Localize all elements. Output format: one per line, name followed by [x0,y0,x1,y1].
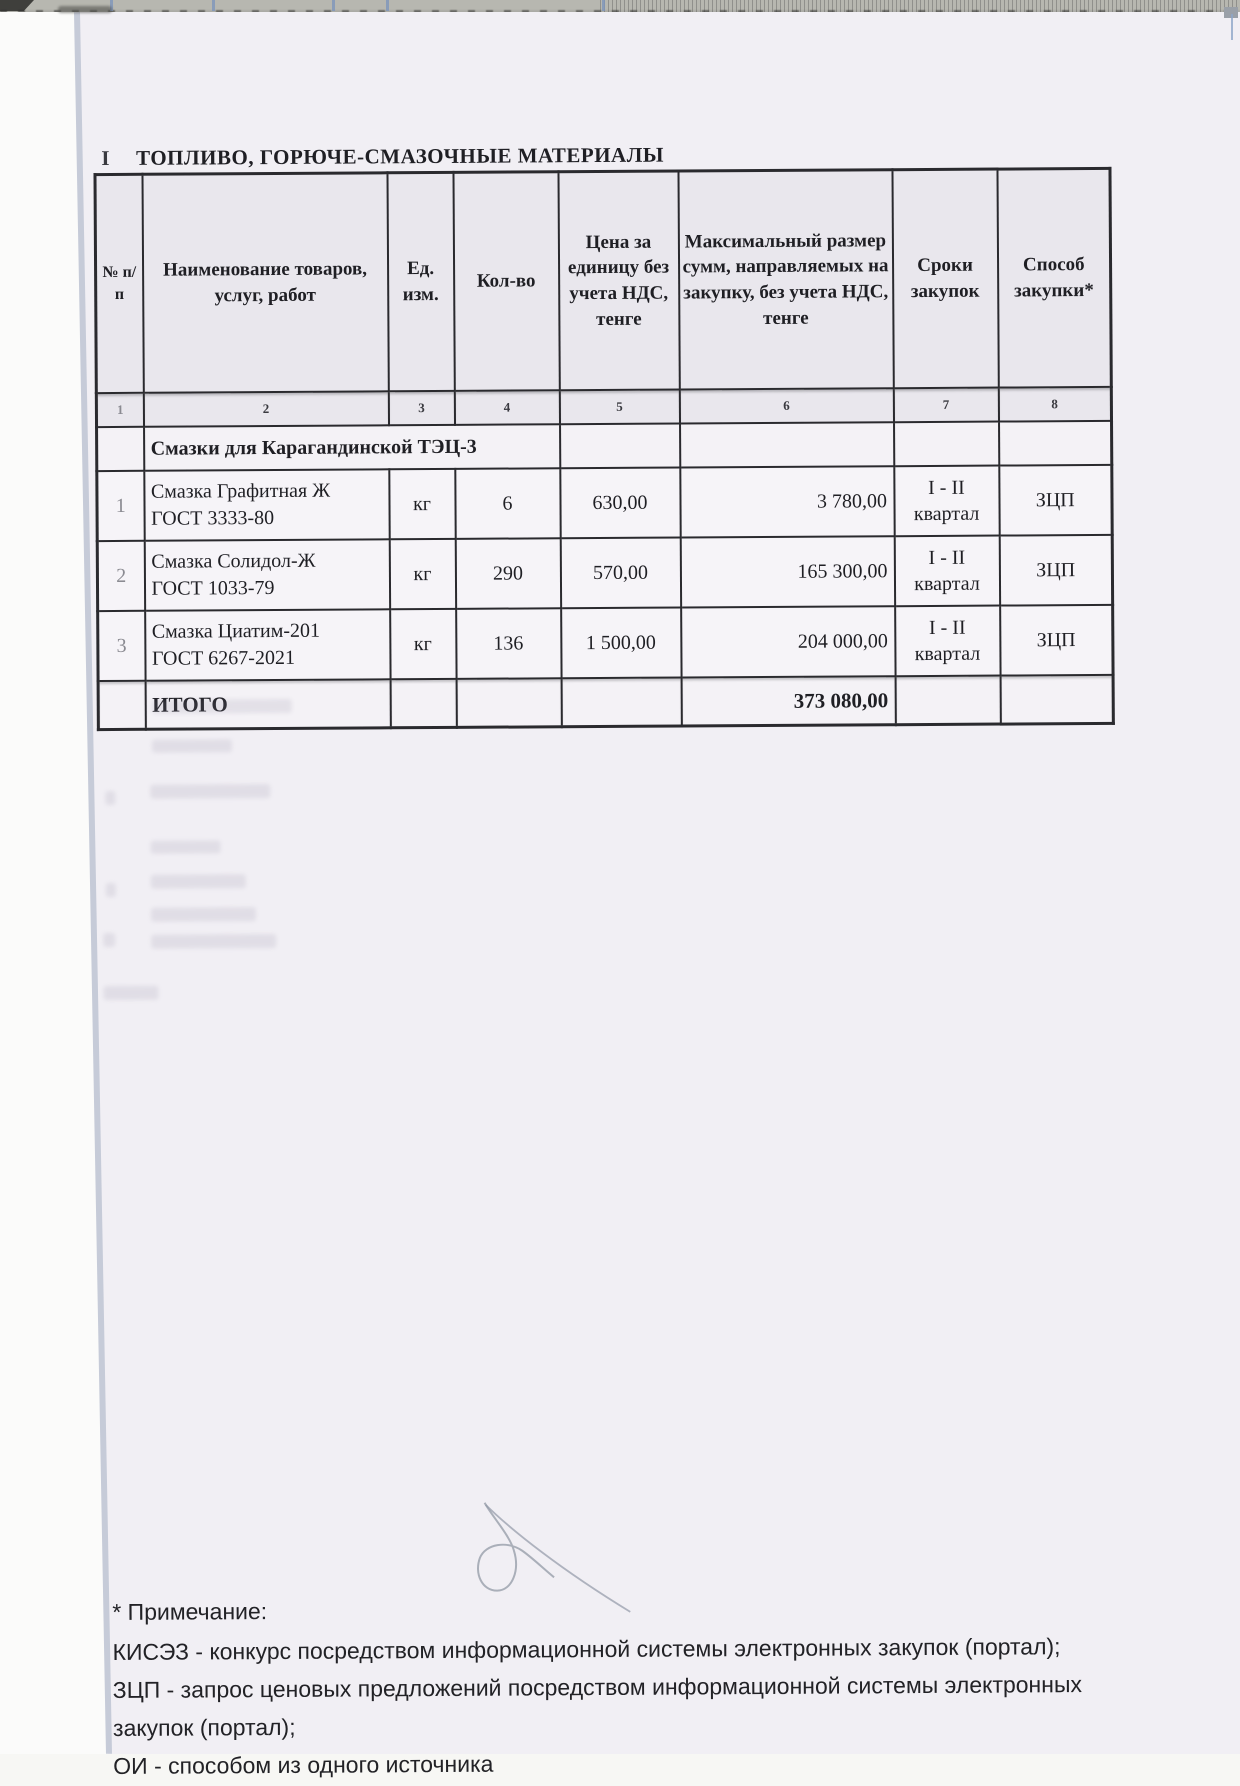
cell-item-name: Смазка Солидол-Ж ГОСТ 1033-79 [144,539,389,610]
cell-unit: кг [390,609,456,679]
column-number: 1 [96,393,143,427]
bleedthrough-mark [103,986,158,1000]
header-cell-name: Наименование товаров, услуг, работ [142,173,388,393]
page-title: ТОПЛИВО, ГОРЮЧЕ-СМАЗОЧНЫЕ МАТЕРИАЛЫ [136,142,665,170]
table-row [97,465,1112,541]
empty-cell [560,424,680,469]
empty-cell [680,422,894,467]
cell-unit-price: 1 500,00 [561,608,681,679]
section-row-label: Смазки для Карагандинской ТЭЦ-3 [144,424,560,471]
section-title [101,143,664,171]
header-cell-unit: Ед. изм. [387,172,454,391]
column-number: 6 [679,388,893,423]
bleedthrough-mark [106,883,116,897]
cell-row-number: 1 [97,471,144,541]
header-cell-method: Способ закупки* [997,168,1111,387]
bleedthrough-mark [151,934,276,949]
header-cell-qty: Кол-во [453,172,559,391]
cell-method: ЗЦП [999,465,1112,536]
cell-max-sum: 3 780,00 [680,466,894,537]
cell-item-name: Смазка Графитная Ж ГОСТ 3333-80 [144,469,389,540]
header-cell-terms: Сроки закупок [892,169,998,388]
column-number: 3 [388,391,454,425]
footnote-line: ОИ - способом из одного источника [113,1750,494,1779]
empty-cell [999,421,1112,466]
empty-cell [894,422,999,467]
table-row [97,535,1112,611]
cell-item-name: Смазка Циатим-201 ГОСТ 6267-2021 [145,609,390,680]
cell-term: I - II квартал [894,536,999,607]
cell-max-sum: 204 000,00 [681,606,895,677]
cell-quantity: 6 [455,468,560,539]
cell-method: ЗЦП [1000,605,1113,676]
bleedthrough-mark [105,791,115,805]
footnote-line: КИСЭЗ - конкурс посредством информационной системы электронных закупок (портал); [112,1633,1061,1666]
bleedthrough-mark [152,739,232,752]
bleedthrough-mark [103,933,115,947]
total-value: 373 080,00 [681,676,895,726]
cell-max-sum: 165 300,00 [680,536,894,607]
header-cell-num: № п/п [95,174,143,393]
section-number: I [101,145,111,171]
bleedthrough-mark [150,784,270,799]
cell-row-number: 3 [98,611,145,681]
cell-unit: кг [389,469,455,539]
empty-cell [390,679,456,728]
header-cell-price: Цена за единицу без учета НДС, тенге [558,171,679,390]
empty-cell [98,681,145,730]
footnote-line: * Примечание: [112,1598,268,1626]
table-header-row [95,168,1111,393]
cell-term: I - II квартал [894,466,999,537]
column-number: 2 [143,391,388,426]
total-label: ИТОГО [145,679,390,729]
cell-method: ЗЦП [999,535,1112,606]
empty-cell [456,678,561,727]
cell-unit: кг [389,539,455,609]
cell-unit-price: 570,00 [560,538,680,609]
empty-cell [1000,675,1113,724]
empty-cell [895,676,1000,725]
cell-term: I - II квартал [895,606,1000,677]
bleedthrough-mark [151,874,246,889]
footnote-line: закупок (портал); [112,1713,296,1741]
bleedthrough-mark [152,699,292,714]
header-cell-maxsum: Максимальный размер сумм, направляемых на закупку, без учета НДС, тенге [678,170,893,390]
footnote-line: ЗЦП - запрос ценовых предложений посредством информационной системы электронных [112,1671,1083,1703]
cell-row-number: 2 [97,541,144,611]
bleedthrough-mark [151,907,256,922]
empty-cell [561,678,681,727]
footnote [112,1587,1173,1785]
column-number: 7 [893,388,998,423]
column-number: 5 [559,390,679,425]
section-row [97,421,1112,471]
cell-quantity: 290 [455,538,560,609]
bleedthrough-mark [151,840,221,853]
cell-unit-price: 630,00 [560,468,680,539]
procurement-table [93,167,1114,731]
column-number: 4 [454,390,559,425]
empty-cell [97,427,144,471]
column-number: 8 [998,387,1111,422]
table-row [98,605,1113,681]
cell-quantity: 136 [456,608,561,679]
